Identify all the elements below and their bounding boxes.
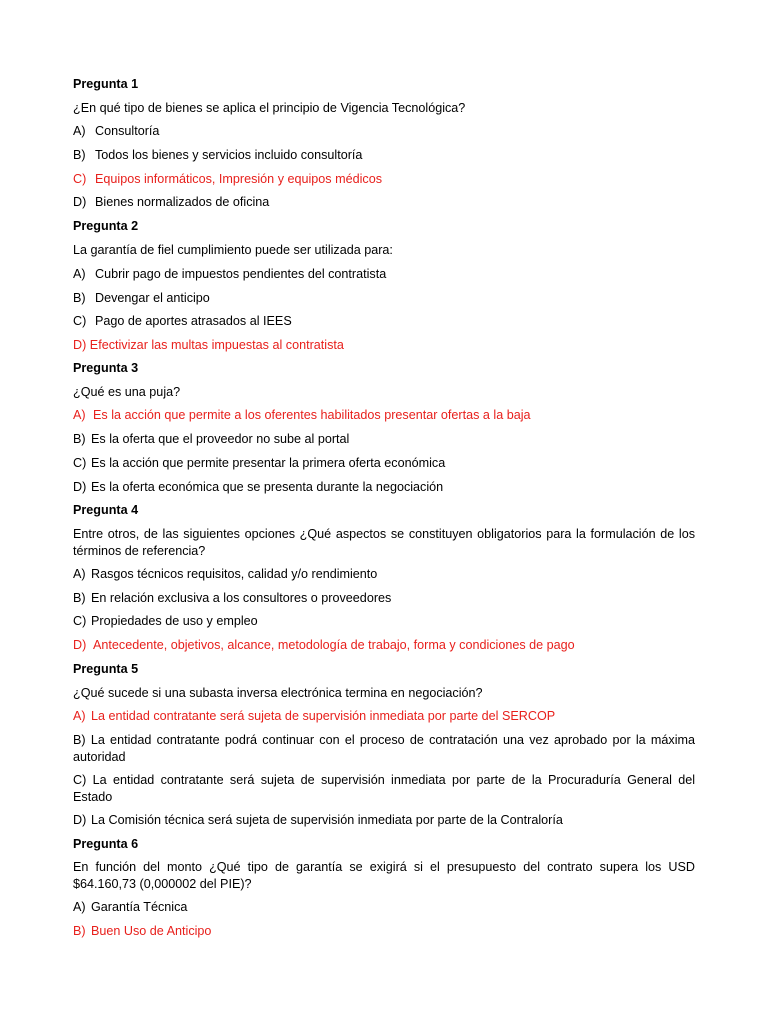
option-text: La entidad contratante será sujeta de supervisión inmediata por parte del SERCOP: [91, 709, 556, 723]
option-text: Consultoría: [95, 124, 160, 138]
option-text: Garantía Técnica: [91, 900, 188, 914]
option-letter: D): [73, 195, 87, 209]
option-text: Buen Uso de Anticipo: [91, 924, 212, 938]
question-1-title: Pregunta 1: [73, 77, 139, 91]
option-text: Cubrir pago de impuestos pendientes del contratista: [95, 267, 387, 281]
option-text: Pago de aportes atrasados al IEES: [95, 314, 292, 328]
option-letter: D): [73, 638, 87, 652]
question-2-title: Pregunta 2: [73, 219, 139, 233]
question-4-option-b: [73, 590, 695, 607]
question-2-option-a: [73, 266, 695, 283]
question-1-option-b: [73, 147, 695, 164]
question-1-option-c-correct: [73, 171, 695, 188]
option-letter: B): [73, 924, 86, 938]
question-6-option-a: [73, 899, 695, 916]
option-text: La entidad contratante será sujeta de supervisión inmediata por parte de la Procuraduría General del Estado: [73, 773, 696, 804]
option-letter: C): [73, 314, 87, 328]
option-text: Es la acción que permite a los oferentes habilitados presentar ofertas a la baja: [93, 408, 531, 422]
question-6-text: En función del monto ¿Qué tipo de garantía se exigirá si el presupuesto del contrato supera los USD $64.160,73 (0,000002 del PIE)?: [73, 860, 695, 891]
question-5-option-b: [73, 732, 695, 766]
question-5-option-c: [73, 772, 695, 806]
option-letter: D): [73, 338, 87, 352]
option-letter: B): [73, 291, 86, 305]
option-text: Efectivizar las multas impuestas al contratista: [89, 338, 344, 352]
option-letter: B): [73, 591, 86, 605]
question-2-option-d-correct: [73, 337, 695, 354]
option-letter: A): [73, 709, 86, 723]
question-5-title: Pregunta 5: [73, 662, 139, 676]
option-letter: D): [73, 813, 87, 827]
option-letter: A): [73, 124, 86, 138]
option-text: Bienes normalizados de oficina: [95, 195, 270, 209]
option-letter: A): [73, 267, 86, 281]
question-4-title: Pregunta 4: [73, 503, 139, 517]
option-letter: B): [73, 148, 86, 162]
option-text: Es la acción que permite presentar la primera oferta económica: [91, 456, 446, 470]
question-5-text: ¿Qué sucede si una subasta inversa electrónica termina en negociación?: [73, 686, 483, 700]
question-6-title: Pregunta 6: [73, 837, 139, 851]
question-3-text: ¿Qué es una puja?: [73, 385, 181, 399]
question-5-option-a-correct: [73, 708, 695, 725]
question-3-title: Pregunta 3: [73, 361, 139, 375]
question-2-text: La garantía de fiel cumplimiento puede ser utilizada para:: [73, 243, 393, 257]
question-2-option-c: [73, 313, 695, 330]
option-text: En relación exclusiva a los consultores o proveedores: [91, 591, 392, 605]
option-letter: B): [73, 432, 86, 446]
question-6-option-b-correct: [73, 923, 695, 940]
question-3-option-c: [73, 455, 695, 472]
option-letter: C): [73, 614, 87, 628]
option-text: Es la oferta que el proveedor no sube al portal: [91, 432, 350, 446]
option-text: Rasgos técnicos requisitos, calidad y/o rendimiento: [91, 567, 378, 581]
option-text: La entidad contratante podrá continuar con el proceso de contratación una vez aprobado por la máxima autoridad: [73, 733, 695, 764]
question-1-option-d: [73, 194, 695, 211]
option-text: Todos los bienes y servicios incluido consultoría: [95, 148, 363, 162]
question-1-text: ¿En qué tipo de bienes se aplica el principio de Vigencia Tecnológica?: [73, 101, 466, 115]
question-4-option-c: [73, 613, 695, 630]
option-text: Propiedades de uso y empleo: [91, 614, 258, 628]
option-letter: A): [73, 567, 86, 581]
question-3-option-b: [73, 431, 695, 448]
option-letter: C): [73, 773, 87, 787]
option-text: Es la oferta económica que se presenta durante la negociación: [91, 480, 444, 494]
question-3-option-a-correct: [73, 407, 695, 424]
option-text: Antecedente, objetivos, alcance, metodología de trabajo, forma y condiciones de pago: [93, 638, 575, 652]
option-text: La Comisión técnica será sujeta de supervisión inmediata por parte de la Contraloría: [91, 813, 563, 827]
option-letter: D): [73, 480, 87, 494]
option-text: Equipos informáticos, Impresión y equipos médicos: [95, 172, 382, 186]
question-1-option-a: [73, 123, 695, 140]
question-3-option-d: [73, 479, 695, 496]
question-5-option-d: [73, 812, 695, 829]
question-4-option-d-correct: [73, 637, 695, 654]
question-4-text: Entre otros, de las siguientes opciones ¿Qué aspectos se constituyen obligatorios para la formulación de los términos de referencia?: [73, 527, 695, 558]
option-text: Devengar el anticipo: [95, 291, 210, 305]
question-4-option-a: [73, 566, 695, 583]
question-2-option-b: [73, 290, 695, 307]
option-letter: A): [73, 900, 86, 914]
option-letter: B): [73, 733, 86, 747]
option-letter: C): [73, 172, 87, 186]
option-letter: C): [73, 456, 87, 470]
option-letter: A): [73, 408, 86, 422]
